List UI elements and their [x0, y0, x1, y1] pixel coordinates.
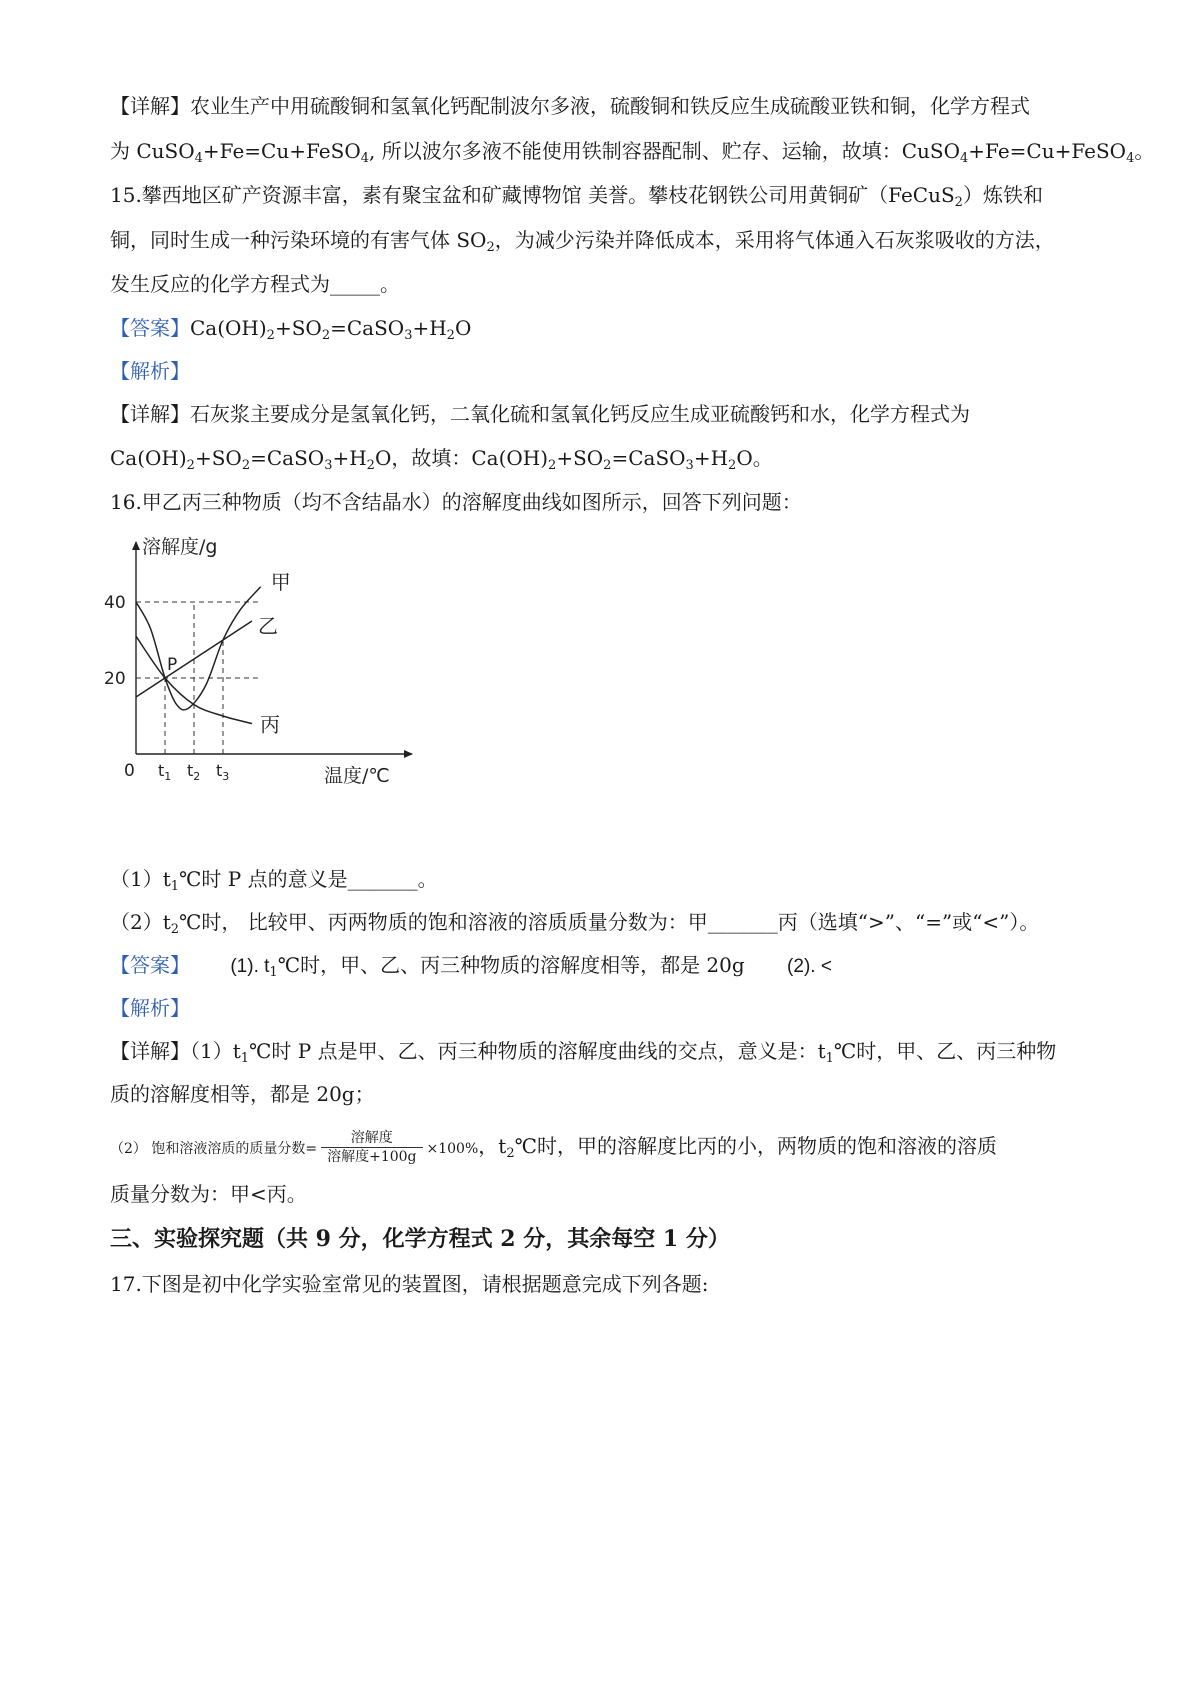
- series-label-bing: 丙: [260, 712, 280, 737]
- subscript: 3: [324, 458, 333, 473]
- text: 铜，同时生成一种污染环境的有害气体 SO: [110, 228, 487, 252]
- q16-detail-line1: [110, 1037, 1100, 1065]
- text: 17.下图是初中化学实验室常见的装置图，请根据题意完成下列各题:: [110, 1272, 709, 1296]
- q16-detail-line4: [110, 1180, 1100, 1208]
- text: ℃时 P 点的意义是_______。: [179, 867, 438, 891]
- subscript: 4: [1126, 151, 1135, 166]
- text: +SO: [556, 446, 604, 470]
- x-tick-label-t2: $t_2$: [187, 761, 201, 783]
- mass-fraction-formula: [321, 1129, 422, 1166]
- text: O: [736, 446, 753, 470]
- subscript: 2: [170, 922, 180, 937]
- subscript: 3: [404, 328, 413, 343]
- q14-detail-line2: [110, 137, 1155, 166]
- subscript: 1: [269, 965, 278, 980]
- subscript: 2: [266, 328, 275, 343]
- text: （1）t: [190, 1039, 241, 1063]
- q16-answer: [110, 951, 1100, 981]
- fraction-denominator: 溶解度+100g: [327, 1149, 417, 1165]
- q15-stem-line2: [110, 226, 1100, 254]
- q14-detail-text: 农业生产中用硫酸铜和氢氧化钙配制波尔多液，硫酸铜和铁反应生成硫酸亚铁和铜，化学方程式: [190, 94, 1030, 118]
- text: O: [454, 316, 472, 340]
- series-labels: [258, 570, 291, 737]
- detail-label: 【详解】: [110, 94, 190, 118]
- text: （2）t: [110, 910, 171, 934]
- subscript: 2: [446, 328, 455, 343]
- text: =CaSO: [330, 316, 405, 340]
- x-tick-labels: [158, 761, 229, 783]
- q16-question2: [110, 908, 1100, 936]
- subscript: 2: [728, 458, 737, 473]
- detail-label: 【详解】: [110, 1039, 190, 1063]
- text: 。: [1134, 139, 1155, 163]
- q15-detail-line1: [110, 400, 1100, 428]
- subscript: 2: [506, 1146, 515, 1161]
- point-p-label: P: [167, 655, 178, 675]
- subscript: 2: [548, 458, 557, 473]
- section-heading: 三、实验探究题（共 9 分，化学方程式 2 分，其余每空 1 分）: [110, 1226, 730, 1252]
- text: (1). t: [230, 956, 270, 977]
- q15-stem-line1: [110, 181, 1100, 209]
- text: 发生反应的化学方程式为_____。: [110, 272, 400, 296]
- subscript: 2: [366, 458, 375, 473]
- text: 石灰浆主要成分是氢氧化钙，二氧化硫和氢氧化钙反应生成亚硫酸钙和水，化学方程式为: [190, 402, 970, 426]
- text: 。: [752, 446, 773, 470]
- x-tick-label-t3: $t_3$: [216, 761, 230, 783]
- text: ℃时 P 点是甲、乙、丙三种物质的溶解度曲线的交点，意义是：t: [249, 1039, 826, 1063]
- fraction-numerator: 溶解度: [321, 1129, 422, 1148]
- text: 16.甲乙丙三种物质（均不含结晶水）的溶解度曲线如图所示，回答下列问题：: [110, 490, 802, 514]
- q14-detail-line1: [110, 92, 1100, 120]
- text: ，t: [478, 1134, 507, 1158]
- text: ℃时，甲、乙、丙三种物质的溶解度相等，都是 20g: [277, 953, 745, 977]
- subscript: 2: [186, 458, 195, 473]
- subscript: 3: [685, 458, 694, 473]
- text: （1）t: [110, 867, 171, 891]
- text: +Fe=Cu+FeSO: [968, 139, 1127, 163]
- q15-stem-line3: [110, 270, 1100, 298]
- text: +Fe=Cu+FeSO: [202, 139, 361, 163]
- curve-jia: [136, 587, 261, 710]
- y-axis-label: 溶解度/g: [142, 536, 218, 558]
- text: ℃时，甲、乙、丙三种物: [833, 1039, 1057, 1063]
- text: =CaSO: [611, 446, 686, 470]
- x-tick-label-t1: $t_1$: [158, 761, 172, 783]
- text: Ca(OH): [190, 316, 267, 340]
- guide-lines: [136, 602, 258, 754]
- subscript: 4: [360, 151, 369, 166]
- text: +H: [693, 446, 729, 470]
- text: (2). <: [787, 956, 832, 977]
- subscript: 2: [486, 240, 495, 255]
- answer-label: 【答案】: [110, 316, 190, 340]
- text: +H: [412, 316, 447, 340]
- text: 15.攀西地区矿产资源丰富，素有聚宝盆和矿藏博物馆 美誉。攀枝花钢铁公司用黄铜矿（FeCuS: [110, 183, 955, 207]
- subscript: 2: [241, 458, 251, 473]
- text: =CaSO: [250, 446, 325, 470]
- origin-label: 0: [124, 761, 135, 781]
- text: ℃时，甲的溶解度比丙的小，两物质的饱和溶液的溶质: [514, 1134, 997, 1158]
- detail-label: 【详解】: [110, 402, 190, 426]
- text: ，为减少污染并降低成本，采用将气体通入石灰浆吸收的方法，: [494, 228, 1055, 252]
- text: ）炼铁和: [962, 183, 1043, 207]
- text: 质量分数为：甲<丙。: [110, 1182, 307, 1206]
- q16-detail-line2: [110, 1080, 1100, 1108]
- subscript: 1: [170, 879, 180, 894]
- y-tick-label-20: 20: [104, 669, 126, 689]
- text: （2） 饱和溶液溶质的质量分数=: [110, 1141, 318, 1157]
- subscript: 4: [960, 151, 969, 166]
- q16-stem: [110, 488, 1100, 516]
- text: +H: [332, 446, 367, 470]
- subscript: 2: [954, 195, 963, 210]
- q15-analysis-label: 【解析】: [110, 359, 190, 383]
- text: 为 CuSO: [110, 139, 195, 163]
- subscript: 2: [603, 458, 612, 473]
- q16-question1: [110, 865, 1100, 893]
- y-tick-label-40: 40: [104, 593, 126, 613]
- solubility-chart: [100, 528, 440, 858]
- q16-detail-formula-line: [110, 1124, 1100, 1171]
- q17-stem: [110, 1270, 1100, 1298]
- text: ×100%: [426, 1141, 479, 1157]
- subscript: 2: [321, 328, 331, 343]
- q16-analysis-label: 【解析】: [110, 996, 190, 1020]
- series-label-yi: 乙: [258, 614, 278, 638]
- subscript: 1: [240, 1051, 250, 1066]
- subscript: 1: [825, 1051, 834, 1066]
- text: ，故填：: [391, 446, 472, 470]
- series-label-jia: 甲: [270, 569, 291, 594]
- text: +SO: [274, 316, 322, 340]
- q15-detail-line2: [110, 444, 1100, 472]
- subscript: 4: [194, 151, 203, 166]
- x-axis-label: 温度/℃: [324, 765, 390, 787]
- text: +SO: [194, 446, 242, 470]
- text: Ca(OH): [471, 446, 549, 470]
- text: , 所以波尔多液不能使用铁制容器配制、贮存、运输，故填：CuSO: [369, 139, 960, 163]
- text: O: [374, 446, 392, 470]
- answer-label: 【答案】: [110, 953, 190, 977]
- text: 质的溶解度相等，都是 20g；: [110, 1082, 375, 1106]
- q15-answer: [110, 314, 1100, 342]
- text: Ca(OH): [110, 446, 187, 470]
- text: ℃时， 比较甲、丙两物质的饱和溶液的溶质质量分数为：甲_______丙（选填“>”、“=”或“<”）。: [179, 910, 1040, 934]
- curves: [136, 587, 261, 724]
